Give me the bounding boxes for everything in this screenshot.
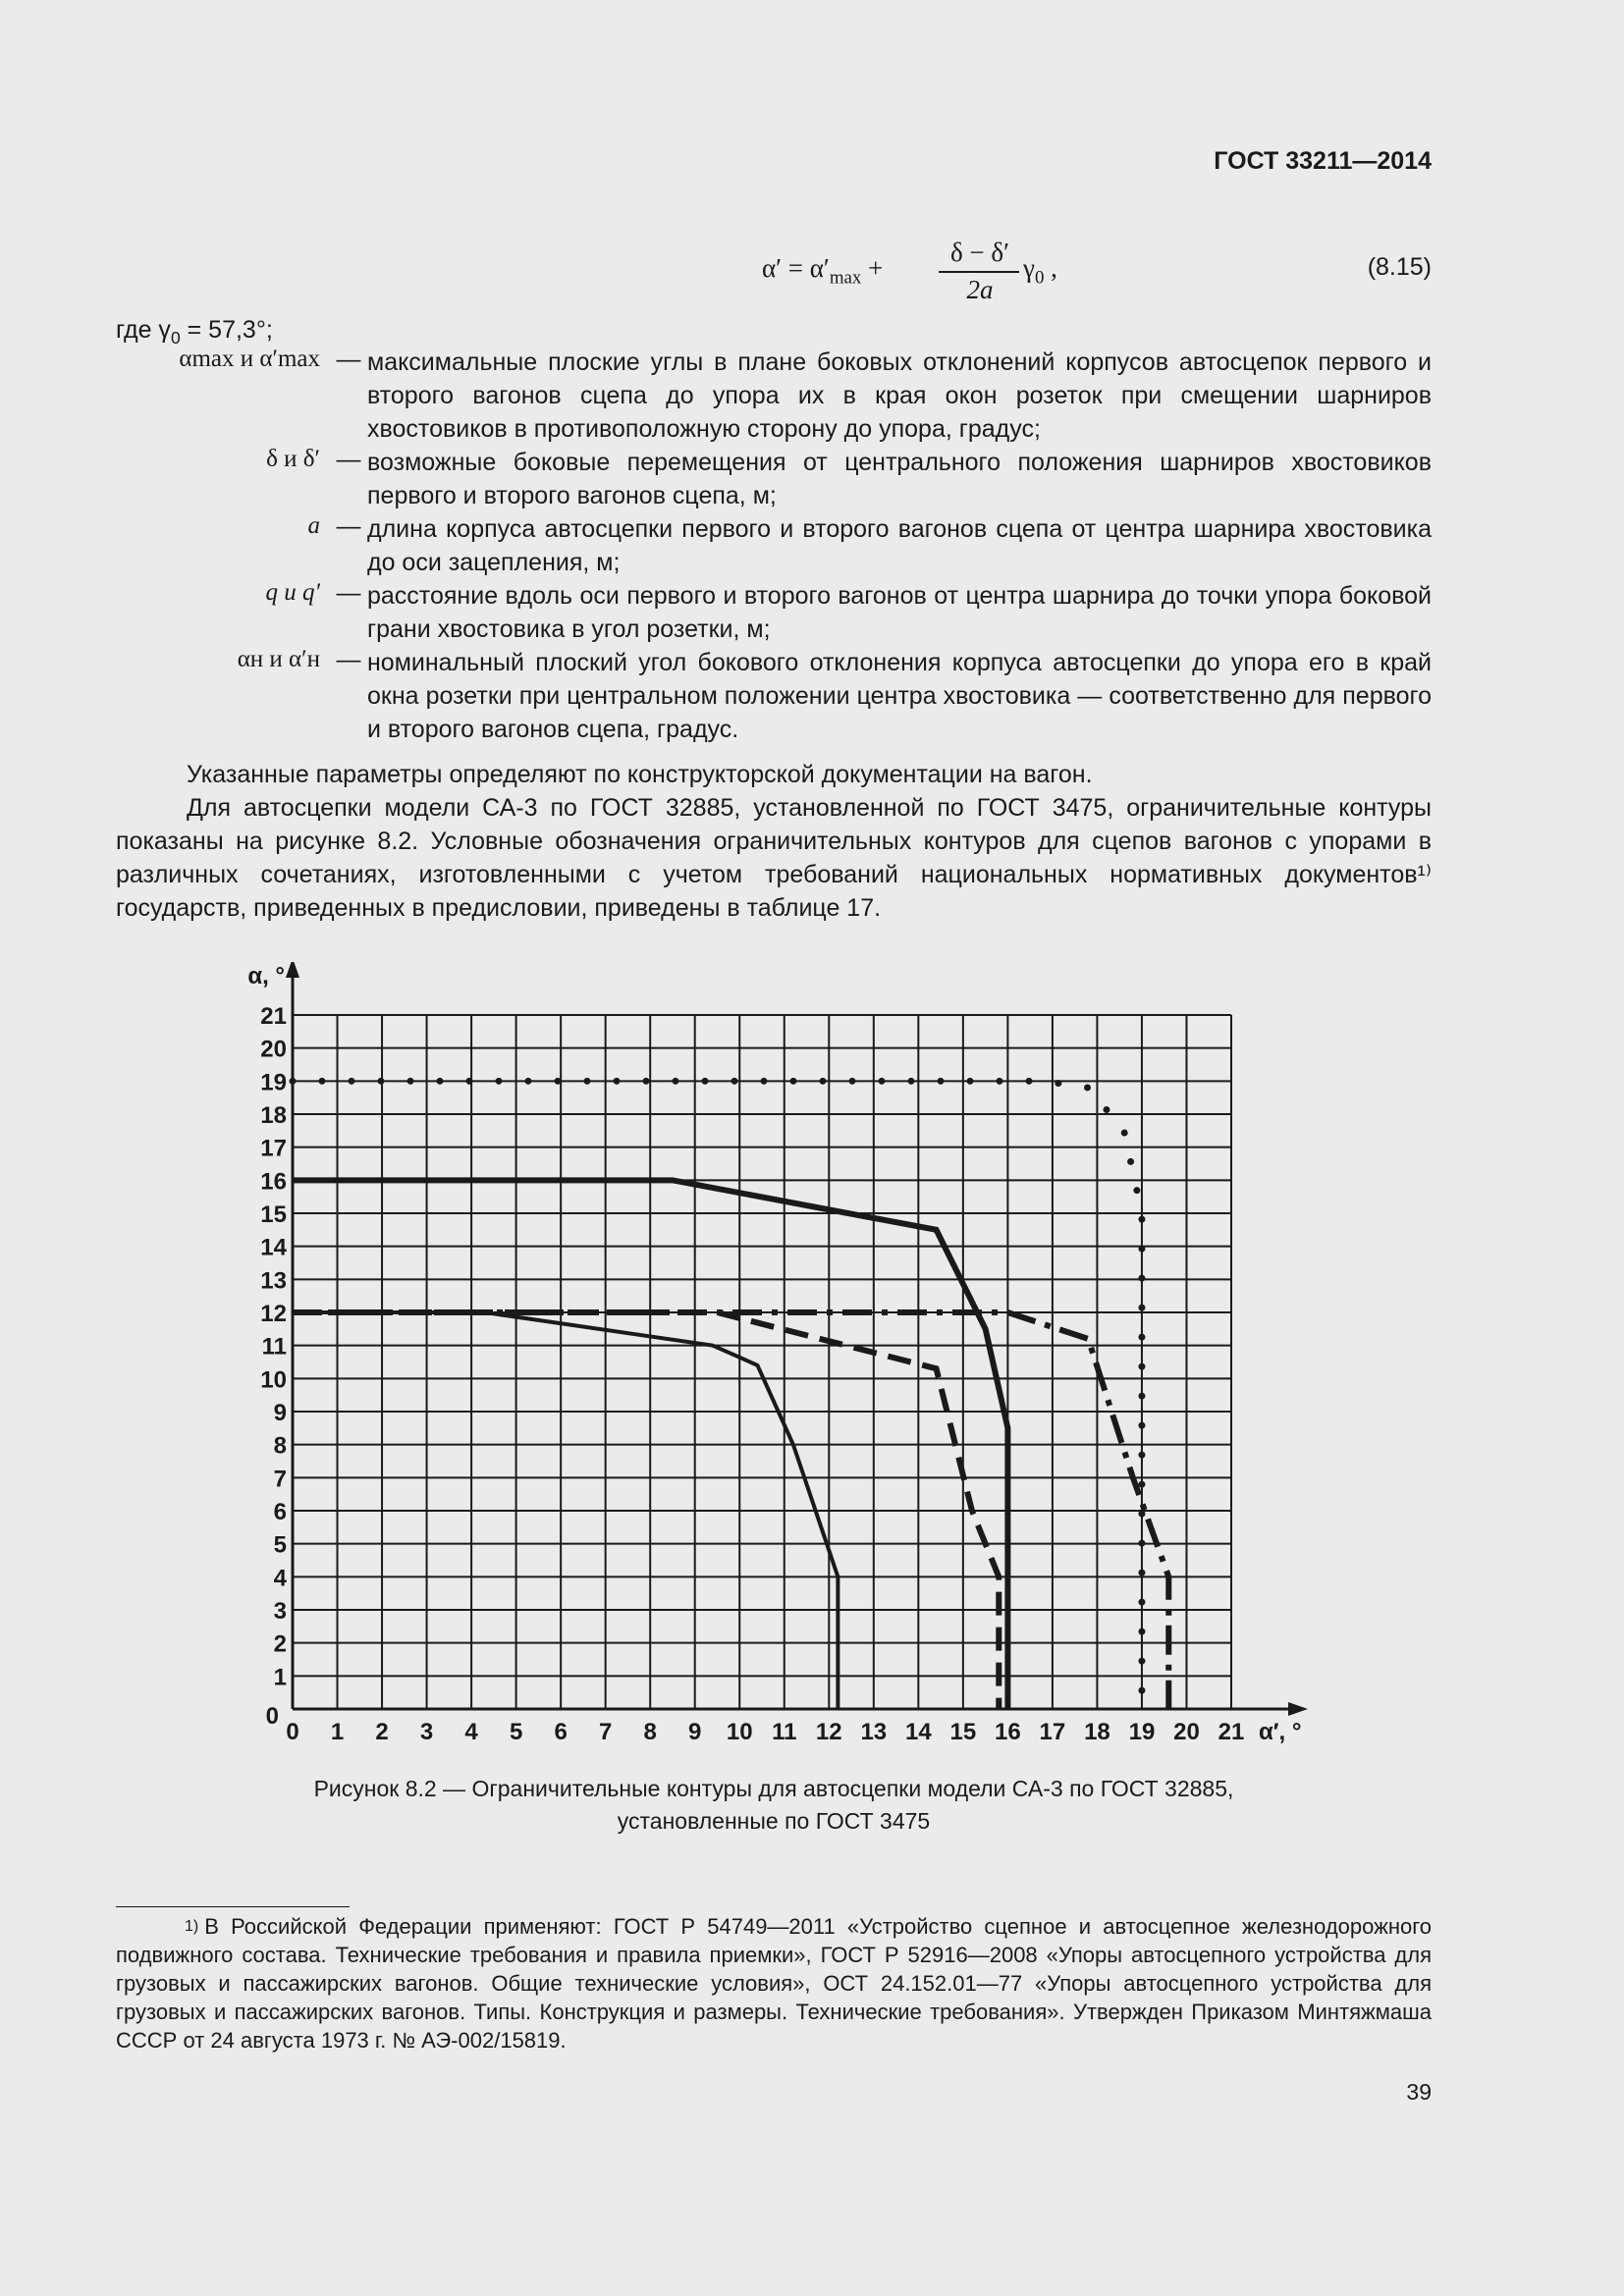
footnote	[116, 1912, 1432, 2055]
x-tick-label: 3	[419, 1719, 434, 1745]
x-tick-label: 8	[643, 1719, 657, 1745]
formula-numerator: δ − δ′	[949, 238, 1010, 267]
series-line-5	[293, 1081, 1142, 1709]
y-axis-arrow	[286, 962, 299, 978]
paragraph: Для автосцепки модели СА-3 по ГОСТ 32885, установленной по ГОСТ 3475, ограничительные контуры показаны на рисунке 8.2. Условные обозначения ограничительных контуров для сцепов вагонов с упорами в различных сочетаниях, изготовленными с учетом требований национальных нормативных документов¹⁾ государств, приведенных в предисловии, приведены в таблице 17.	[116, 794, 1432, 922]
x-tick-label: 7	[598, 1719, 613, 1745]
definition-text: номинальный плоский угол бокового отклонения корпуса автосцепки до упора его в край окна розетки при центральном положении центра хвостовика — соответственно для первого и второго вагонов сцепа, градус.	[367, 649, 1432, 743]
x-tick-label: 14	[904, 1719, 932, 1745]
y-tick-label: 7	[273, 1466, 287, 1493]
y-tick-label: 12	[260, 1301, 287, 1327]
x-tick-label: 15	[949, 1719, 977, 1745]
y-tick-label: 11	[261, 1333, 287, 1361]
definition-dash: —	[336, 346, 361, 373]
definition-item	[116, 446, 1432, 512]
y-tick-label: 9	[273, 1400, 287, 1426]
x-tick-label: 12	[815, 1719, 842, 1745]
definition-item	[116, 512, 1432, 579]
formula-tail: $\gamma_0$ ,	[1023, 253, 1057, 289]
y-tick-label: 6	[273, 1499, 287, 1525]
definition-dash: —	[336, 646, 361, 673]
definition-term: q и q′	[265, 579, 320, 606]
y-tick-label: 17	[260, 1135, 287, 1162]
x-tick-label: 13	[860, 1719, 888, 1745]
footnote-mark: 1)	[185, 1918, 199, 1935]
x-tick-label: 10	[726, 1719, 753, 1745]
origin-label: 0	[265, 1703, 279, 1730]
formula-number: (8.15)	[1367, 253, 1432, 281]
definition-dash: —	[336, 512, 361, 540]
where-line: где $\gamma_0 = 57,3^\circ$;	[116, 316, 273, 348]
y-tick-label: 1	[273, 1664, 287, 1691]
definition-term: a	[307, 512, 320, 539]
formula-8-15	[646, 236, 1058, 314]
definition-text: длина корпуса автосцепки первого и второго вагонов сцепа от центра шарнира хвостовика до оси зацепления, м;	[367, 515, 1432, 576]
definition-dash: —	[336, 579, 361, 607]
definition-dash: —	[336, 446, 361, 473]
formula-row	[116, 236, 1432, 314]
y-tick-label: 20	[260, 1036, 287, 1063]
y-tick-label: 2	[273, 1630, 287, 1658]
x-tick-label: 11	[772, 1719, 797, 1745]
y-axis-label: α, °	[247, 963, 285, 989]
x-tick-label: 2	[375, 1719, 389, 1745]
definition-term: αн и α′н	[237, 646, 320, 672]
y-tick-label: 4	[273, 1565, 287, 1592]
x-tick-label: 20	[1173, 1719, 1200, 1745]
definition-text: максимальные плоские углы в плане боковых отклонений корпусов автосцепок первого и второго вагонов сцепа до упора их в края окон розеток при смещении шарниров хвостовиков в противоположную сторону до упора, градус;	[367, 348, 1432, 443]
definitions-list	[116, 346, 1432, 746]
x-tick-label: 18	[1084, 1719, 1110, 1745]
y-tick-label: 10	[260, 1366, 287, 1394]
formula-lhs: $\alpha' = \alpha'_{max}$ +	[762, 253, 884, 289]
footnote-divider	[116, 1906, 350, 1907]
definition-term: αmax и α′max	[179, 346, 320, 372]
x-axis-arrow	[1288, 1702, 1308, 1716]
fraction-bar	[939, 271, 1019, 273]
y-tick-label: 16	[260, 1168, 287, 1196]
y-tick-label: 3	[273, 1598, 287, 1625]
x-tick-label: 0	[286, 1719, 299, 1745]
definition-item	[116, 346, 1432, 446]
y-tick-label: 19	[260, 1069, 287, 1096]
definition-item	[116, 579, 1432, 646]
definition-text: возможные боковые перемещения от центрального положения шарниров хвостовиков первого и второго вагонов сцепа, м;	[367, 449, 1432, 509]
footnote-text: В Российской Федерации применяют: ГОСТ Р 54749—2011 «Устройство сцепное и автосцепное железнодорожного подвижного состава. Технические требования и правила приемки», ГОСТ Р 52916—2008 «Упоры автосцепного устройства для грузовых и пассажирских вагонов. Общие технические условия», ОСТ 24.152.01—77 «Упоры автосцепного устройства для грузовых и пассажирских вагонов. Типы. Конструкция и размеры. Технические требования». Утвержден Приказом Минтяжмаша СССР от 24 августа 1973 г. № АЭ-002/15819.	[116, 1914, 1432, 2053]
x-tick-label: 1	[330, 1719, 345, 1745]
x-tick-label: 4	[464, 1719, 478, 1745]
caption-line: Рисунок 8.2 — Ограничительные контуры для автосцепки модели СА-3 по ГОСТ 32885,	[313, 1776, 1234, 1801]
y-tick-label: 5	[273, 1531, 287, 1559]
x-axis-label: α′, °	[1259, 1719, 1302, 1745]
y-tick-label: 15	[260, 1201, 287, 1228]
chart-svg	[236, 962, 1326, 1747]
document-id-header: ГОСТ 33211—2014	[1214, 147, 1432, 175]
x-tick-label: 5	[509, 1719, 523, 1745]
formula-denominator: 2a	[966, 275, 994, 304]
x-tick-label: 6	[554, 1719, 568, 1745]
caption-line: установленные по ГОСТ 3475	[617, 1808, 931, 1834]
figure-8-2-chart	[236, 962, 1326, 1747]
definition-term: δ и δ′	[266, 446, 320, 472]
definition-item	[116, 646, 1432, 746]
y-tick-label: 14	[260, 1234, 287, 1261]
x-tick-label: 19	[1128, 1719, 1156, 1745]
x-tick-label: 21	[1218, 1719, 1245, 1745]
definition-text: расстояние вдоль оси первого и второго вагонов от центра шарнира до точки упора боковой грани хвостовика в угол розетки, м;	[367, 582, 1432, 643]
x-tick-label: 9	[688, 1719, 702, 1745]
page-number: 39	[1406, 2079, 1432, 2105]
y-tick-label: 13	[260, 1267, 287, 1295]
x-tick-label: 16	[995, 1719, 1021, 1745]
y-tick-label: 8	[273, 1432, 287, 1460]
y-tick-label: 18	[260, 1102, 287, 1129]
figure-caption	[116, 1773, 1432, 1838]
paragraph: Указанные параметры определяют по конструкторской документации на вагон.	[187, 761, 1093, 788]
body-paragraphs	[116, 758, 1432, 925]
y-tick-label: 21	[260, 1003, 287, 1030]
x-tick-label: 17	[1039, 1719, 1066, 1745]
